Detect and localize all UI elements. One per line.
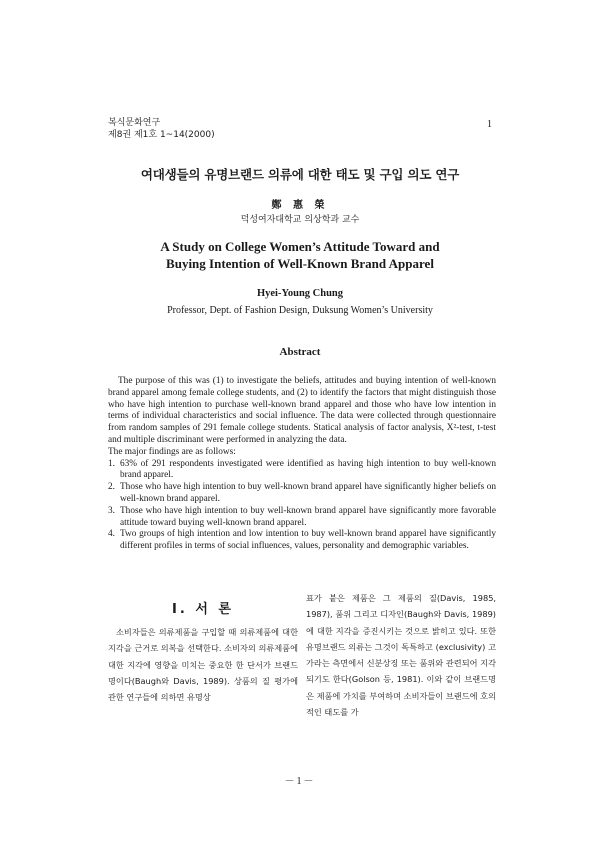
body-column-left <box>108 590 298 705</box>
english-title-line2: Buying Intention of Well-Known Brand Apparel <box>166 256 434 271</box>
finding-item <box>108 482 496 506</box>
english-title <box>0 238 600 272</box>
abstract-paragraph: The purpose of this was (1) to investigate the beliefs, attitudes and buying intention of well-known brand apparel among female college students, and (2) to identify the factors that might distinguish those who have high intention to purchase well-known brand apparel and those who have low intention in terms of individual characteristics and social influence. The data were collected through questionnaire from random samples of 291 female college students. Statical analysis of factor analysis, X²-test, t-test and multiple discriminant were performed in analyzing the data. <box>108 376 496 445</box>
page-number: 1 <box>487 119 492 130</box>
page-footer: －1－ <box>284 776 316 787</box>
section-heading: I. 서 론 <box>172 602 234 617</box>
korean-title: 여대생들의 유명브랜드 의류에 대한 태도 및 구입 의도 연구 <box>140 167 460 182</box>
body-text-left: 소비자들은 의류제품을 구입할 때 의류제품에 대한 지각을 근거로 의복을 선택한다. 소비자의 의류제품에 대한 지각에 영향을 미치는 중요한 한 단서가 브랜드명이다(Baugh와 Davis, 1989). 상품의 질 평가에 관한 연구들에 의하면 유명상 <box>108 627 298 703</box>
journal-name: 복식문화연구 <box>108 118 161 128</box>
finding-text: Those who have high intention to buy well-known brand apparel have significantly higher beliefs on well-known brand apparel. <box>120 482 496 504</box>
finding-item <box>108 459 496 483</box>
abstract-heading: Abstract <box>279 346 321 358</box>
finding-text: Those who have high intention to buy well-known brand apparel have significantly more favorable attitude toward buying well-known brand apparel. <box>120 505 496 528</box>
finding-text: 63% of 291 respondents investigated were identified as having high intention to buy well-known brand apparel. <box>120 458 496 481</box>
findings-intro: The major findings are as follows: <box>108 446 236 457</box>
journal-issue: 제8권 제1호 1~14(2000) <box>108 130 215 140</box>
finding-number: 3. <box>108 505 115 516</box>
body-text-right: 표가 붙은 제품은 그 제품의 질(Davis, 1985, 1987), 품위 그리고 디자인(Baugh와 Davis, 1989)에 대한 지각을 증진시키는 것으로 밝히고 있다. 또한 유명브랜드 의류는 그것이 독특하고 (exclusivity) 고가라는 측면에서 신분상징 또는 품위와 관련되어 지각되기도 한다(Golson 등, 1981). 이와 같이 브랜드명은 제품에 가치를 부여하며 소비자들이 브랜드에 호의적인 태도를 가 <box>306 593 496 718</box>
korean-affiliation: 덕성여자대학교 의상학과 교수 <box>240 215 360 225</box>
english-title-line1: A Study on College Women’s Attitude Toward and <box>160 239 440 254</box>
english-affiliation: Professor, Dept. of Fashion Design, Duksung Women’s University <box>167 305 433 316</box>
english-author: Hyei-Young Chung <box>256 288 344 299</box>
body-column-right <box>306 590 496 720</box>
journal-header <box>108 117 215 141</box>
findings-list <box>108 459 496 553</box>
finding-number: 1. <box>108 458 115 469</box>
finding-number: 4. <box>108 529 115 540</box>
finding-item <box>108 506 496 530</box>
finding-number: 2. <box>108 482 115 493</box>
abstract-body <box>108 376 496 553</box>
korean-author: 鄭 惠 榮 <box>271 200 329 211</box>
finding-item <box>108 529 496 553</box>
finding-text: Two groups of high intention and low intention to buy well-known brand apparel have significantly different profiles in terms of social influences, values, personality and demographic variables. <box>120 529 496 552</box>
